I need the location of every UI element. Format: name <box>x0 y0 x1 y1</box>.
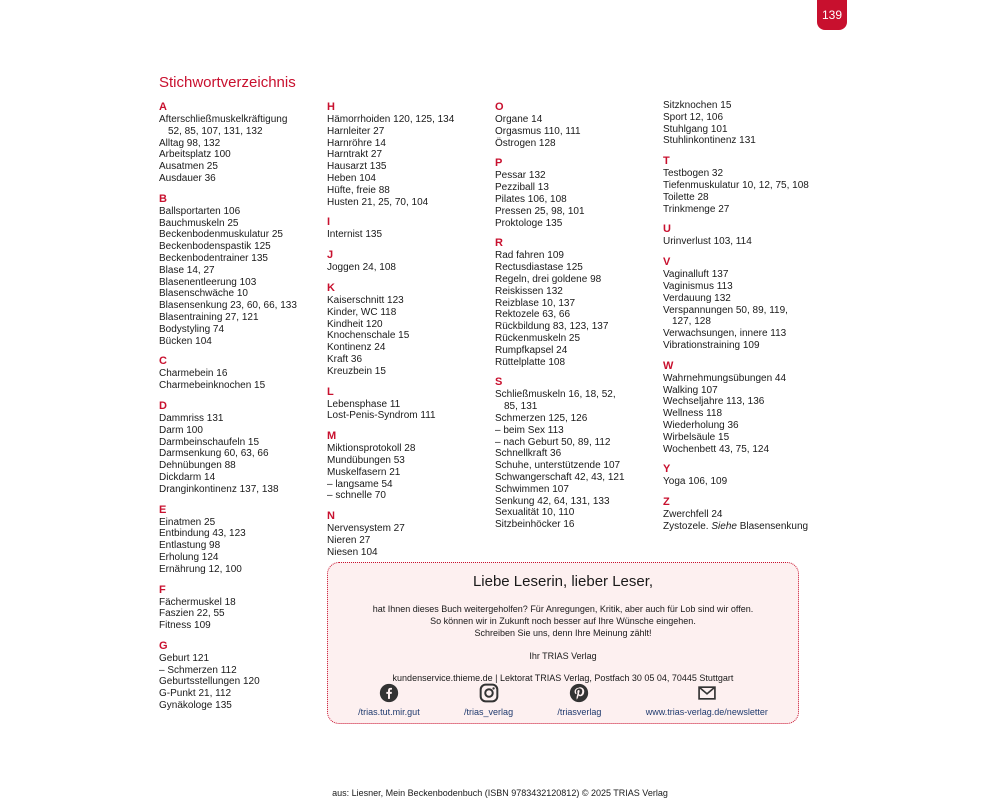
index-column <box>327 100 492 566</box>
index-entry: Verwachsungen, innere 113 <box>663 328 787 340</box>
index-letter: W <box>663 359 674 372</box>
index-entry: Schmerzen 125, 126 <box>495 412 588 424</box>
index-entry: Harntrakt 27 <box>327 149 383 161</box>
index-entry: – beim Sex 113 <box>495 424 564 436</box>
index-section <box>159 192 324 348</box>
index-section <box>327 509 492 558</box>
index-entry: Trinkmenge 27 <box>663 203 730 215</box>
index-entry: Blasentraining 27, 121 <box>159 311 259 323</box>
index-entry: Darmsenkung 60, 63, 66 <box>159 448 269 460</box>
instagram-label: /trias_verlag <box>464 707 514 717</box>
index-entry: Rückenmuskeln 25 <box>495 332 581 344</box>
index-entry: Kontinenz 24 <box>327 342 386 354</box>
index-entry: Beckenbodenspastik 125 <box>159 241 271 253</box>
index-entry: Kreuzbein 15 <box>327 365 386 377</box>
index-entry: Arbeitsplatz 100 <box>159 149 231 161</box>
index-letter: B <box>159 192 167 205</box>
feedback-address: kundenservice.thieme.de | Lektorat TRIAS Verlag, Postfach 30 05 04, 70445 Stuttgart <box>392 673 734 683</box>
index-entry: Proktologe 135 <box>495 217 563 229</box>
index-entry: Dranginkontinenz 137, 138 <box>159 483 279 495</box>
index-entry: – Schmerzen 112 <box>159 664 237 676</box>
mail-icon <box>697 683 717 703</box>
index-entry: Schließmuskeln 16, 18, 52, <box>495 389 616 401</box>
index-entry: Bodystyling 74 <box>159 323 225 335</box>
index-section <box>159 639 324 712</box>
index-entry: Nervensystem 27 <box>327 523 405 535</box>
index-entry: Wiederholung 36 <box>663 419 739 431</box>
index-entry: – langsame 54 <box>327 478 393 490</box>
index-entry: Sexualität 10, 110 <box>495 507 575 519</box>
index-entry: Harnröhre 14 <box>327 137 386 149</box>
index-entry: Schuhe, unterstützende 107 <box>495 460 621 472</box>
index-section <box>327 100 492 208</box>
index-section <box>159 354 324 392</box>
index-letter: I <box>327 216 331 229</box>
index-entry: Lost-Penis-Syndrom 111 <box>327 410 436 422</box>
index-entry: Senkung 42, 64, 131, 133 <box>495 495 610 507</box>
feedback-line: So können wir in Zukunft noch besser auf Ihre Wünsche eingehen. <box>430 616 696 626</box>
instagram-icon <box>479 683 499 703</box>
index-entry: Harnleiter 27 <box>327 125 385 137</box>
index-entry: Niesen 104 <box>327 546 378 558</box>
index-section <box>495 100 660 149</box>
index-entry: Hausarzt 135 <box>327 161 387 173</box>
index-entry: Wochenbett 43, 75, 124 <box>663 443 770 455</box>
facebook-icon <box>379 683 399 703</box>
index-entry: Nieren 27 <box>327 534 371 546</box>
index-entry: – nach Geburt 50, 89, 112 <box>495 436 611 448</box>
index-letter: O <box>495 101 504 113</box>
index-letter: K <box>327 281 335 294</box>
index-letter: F <box>159 583 166 596</box>
index-entry: Rückbildung 83, 123, 137 <box>495 321 609 333</box>
index-entry: Kinder, WC 118 <box>327 306 397 318</box>
index-entry: Schnellkraft 36 <box>495 448 562 460</box>
index-section <box>327 429 492 502</box>
index-section <box>159 583 324 632</box>
index-entry: Organe 14 <box>495 114 543 125</box>
index-entry: Sitzbeinhöcker 16 <box>495 519 575 531</box>
index-entry: Reiskissen 132 <box>495 285 563 297</box>
index-entry: Charmebeinknochen 15 <box>159 380 266 392</box>
index-entry: Blasenschwäche 10 <box>159 288 248 300</box>
index-entry: Stuhlgang 101 <box>663 123 728 135</box>
index-section <box>159 503 324 576</box>
index-letter: T <box>663 155 670 168</box>
index-section <box>327 281 492 378</box>
newsletter-link[interactable] <box>646 683 768 717</box>
index-entry: Beckenbodentrainer 135 <box>159 252 268 264</box>
index-section <box>159 399 324 496</box>
index-entry: Kindheit 120 <box>327 318 383 330</box>
index-entry: Dehnübungen 88 <box>159 460 236 472</box>
index-section <box>663 222 828 248</box>
index-entry: Dickdarm 14 <box>159 471 216 483</box>
index-entry: Internist 135 <box>327 229 383 241</box>
pinterest-label: /triasverlag <box>557 707 602 717</box>
index-section <box>663 255 828 352</box>
index-entry: Alltag 98, 132 <box>159 137 221 149</box>
index-letter: Z <box>663 496 670 509</box>
index-entry: Joggen 24, 108 <box>327 262 396 274</box>
index-column <box>495 100 660 538</box>
index-section <box>159 100 324 185</box>
index-letter: J <box>327 249 334 262</box>
index-entry: G-Punkt 21, 112 <box>159 688 232 700</box>
index-entry: Zystozele. Siehe Blasensenkung <box>663 520 809 532</box>
index-entry: Vaginalluft 137 <box>663 269 729 281</box>
index-entry: Bücken 104 <box>159 335 212 347</box>
index-entry: Zwerchfell 24 <box>663 509 723 521</box>
source-footer: aus: Liesner, Mein Beckenbodenbuch (ISBN 9783432120812) © 2025 TRIAS Verlag <box>332 788 668 798</box>
feedback-body <box>328 603 798 639</box>
index-entry: Ausdauer 36 <box>159 172 216 184</box>
index-entry: 52, 85, 107, 131, 132 <box>168 125 263 137</box>
index-section <box>663 154 828 215</box>
index-entry: Wellness 118 <box>663 408 723 420</box>
index-entry: Fächermuskel 18 <box>159 596 236 608</box>
index-letter: A <box>159 101 167 113</box>
index-section <box>495 236 660 368</box>
instagram-link[interactable] <box>464 683 513 717</box>
index-entry: Ausatmen 25 <box>159 161 218 173</box>
index-entry: Pressen 25, 98, 101 <box>495 205 585 217</box>
index-entry: Urinverlust 103, 114 <box>663 236 752 248</box>
index-entry: Geburtsstellungen 120 <box>159 676 260 688</box>
index-letter: D <box>159 399 167 412</box>
index-letter: N <box>327 510 335 523</box>
index-heading: Stichwortverzeichnis <box>159 74 296 91</box>
index-entry: Schwangerschaft 42, 43, 121 <box>495 471 625 483</box>
index-entry: Schwimmen 107 <box>495 483 569 495</box>
index-entry: Fitness 109 <box>159 620 211 632</box>
index-entry: Muskelfasern 21 <box>327 466 401 478</box>
index-entry: Knochenschale 15 <box>327 330 410 342</box>
index-entry: Darm 100 <box>159 424 203 436</box>
index-entry: Sitzknochen 15 <box>663 100 732 111</box>
index-section <box>495 156 660 229</box>
index-section <box>495 375 660 531</box>
social-links <box>328 683 798 717</box>
index-letter: E <box>159 503 167 516</box>
index-entry: Östrogen 128 <box>495 137 556 149</box>
index-column <box>663 100 828 540</box>
reader-feedback-box <box>327 562 799 724</box>
index-letter: U <box>663 223 671 236</box>
index-letter: R <box>495 237 503 250</box>
index-entry: Vibrationstraining 109 <box>663 339 760 351</box>
index-entry: Sport 12, 106 <box>663 111 724 123</box>
index-entry: Tiefenmuskulatur 10, 12, 75, 108 <box>663 179 809 191</box>
index-entry: 127, 128 <box>672 316 711 328</box>
index-entry: Dammriss 131 <box>159 412 224 424</box>
index-letter: Y <box>663 463 671 476</box>
page-number-badge: 139 <box>817 0 847 30</box>
index-entry: Pilates 106, 108 <box>495 193 567 205</box>
index-letter: H <box>327 101 335 113</box>
index-entry: Rad fahren 109 <box>495 250 564 262</box>
index-entry: Kraft 36 <box>327 353 363 365</box>
index-entry: Beckenbodenmuskulatur 25 <box>159 229 283 241</box>
facebook-label: /trias.tut.mir.gut <box>358 707 420 717</box>
index-entry: Wahrnehmungsübungen 44 <box>663 372 787 384</box>
index-column <box>159 100 324 719</box>
index-entry: Stuhlinkontinenz 131 <box>663 135 756 147</box>
index-entry: Hämorrhoiden 120, 125, 134 <box>327 114 455 125</box>
index-entry: Hüfte, freie 88 <box>327 184 390 196</box>
feedback-line: hat Ihnen dieses Buch weitergeholfen? Für Anregungen, Kritik, aber auch für Lob sind wir offen. <box>372 604 754 614</box>
feedback-signature: Ihr TRIAS Verlag <box>529 651 597 661</box>
index-section <box>663 462 828 488</box>
index-entry: Rectusdiastase 125 <box>495 262 583 274</box>
index-letter: C <box>159 355 167 368</box>
index-section <box>663 100 828 147</box>
index-entry: Blasensenkung 23, 60, 66, 133 <box>159 300 297 312</box>
index-entry: Mundübungen 53 <box>327 454 405 466</box>
index-entry: Miktionsprotokoll 28 <box>327 443 416 455</box>
index-section <box>663 495 828 533</box>
index-entry: Gynäkologe 135 <box>159 700 232 712</box>
index-entry: Husten 21, 25, 70, 104 <box>327 196 429 208</box>
pinterest-link[interactable] <box>557 683 601 717</box>
index-entry: Ballsportarten 106 <box>159 205 241 217</box>
index-entry: Entlastung 98 <box>159 540 221 552</box>
index-entry: Rektozele 63, 66 <box>495 309 571 321</box>
index-entry: Walking 107 <box>663 384 718 396</box>
index-entry: Regeln, drei goldene 98 <box>495 273 602 285</box>
index-entry: Geburt 121 <box>159 652 210 664</box>
index-entry: Darmbeinschaufeln 15 <box>159 436 260 448</box>
index-entry: Yoga 106, 109 <box>663 476 728 488</box>
index-entry: Lebensphase 11 <box>327 398 401 410</box>
index-entry: Ernährung 12, 100 <box>159 563 242 575</box>
index-entry: Verdauung 132 <box>663 292 731 304</box>
pinterest-icon <box>569 683 589 703</box>
index-entry: Rüttelplatte 108 <box>495 356 566 368</box>
index-entry: Wechseljahre 113, 136 <box>663 396 765 408</box>
index-entry: Bauchmuskeln 25 <box>159 217 239 229</box>
index-entry: Charmebein 16 <box>159 368 228 380</box>
newsletter-label: www.trias-verlag.de/newsletter <box>645 707 768 717</box>
feedback-line: Schreiben Sie uns, denn Ihre Meinung zählt! <box>474 628 652 638</box>
index-letter: S <box>495 376 503 389</box>
index-entry: Toilette 28 <box>663 191 709 203</box>
index-entry: Orgasmus 110, 111 <box>495 125 581 137</box>
index-entry: Blasenentleerung 103 <box>159 276 257 288</box>
feedback-title: Liebe Leserin, lieber Leser, <box>472 573 654 590</box>
index-entry: Afterschließmuskelkräftigung <box>159 114 288 125</box>
index-letter: G <box>159 639 168 652</box>
index-section <box>327 215 492 241</box>
index-entry: – schnelle 70 <box>327 490 386 502</box>
index-letter: M <box>327 430 337 443</box>
index-entry: Erholung 124 <box>159 551 219 563</box>
index-entry: 85, 131 <box>504 401 538 413</box>
index-letter: L <box>327 385 334 398</box>
index-entry: Vaginismus 113 <box>663 280 733 292</box>
index-entry: Verspannungen 50, 89, 119, <box>663 304 788 316</box>
index-entry: Kaiserschnitt 123 <box>327 294 404 306</box>
index-section <box>327 385 492 423</box>
index-entry: Wirbelsäule 15 <box>663 431 730 443</box>
index-entry: Reizblase 10, 137 <box>495 297 576 309</box>
index-section <box>663 359 828 456</box>
index-entry: Faszien 22, 55 <box>159 608 225 620</box>
facebook-link[interactable] <box>358 683 420 717</box>
index-section <box>327 248 492 274</box>
index-letter: V <box>663 256 671 269</box>
index-entry: Pessar 132 <box>495 170 546 182</box>
index-entry: Blase 14, 27 <box>159 264 215 276</box>
index-letter: P <box>495 157 503 170</box>
index-entry: Einatmen 25 <box>159 516 216 528</box>
index-entry: Pezziball 13 <box>495 182 549 194</box>
index-entry: Entbindung 43, 123 <box>159 528 246 540</box>
index-entry: Testbogen 32 <box>663 168 724 180</box>
index-entry: Heben 104 <box>327 172 376 184</box>
index-entry: Rumpfkapsel 24 <box>495 344 568 356</box>
